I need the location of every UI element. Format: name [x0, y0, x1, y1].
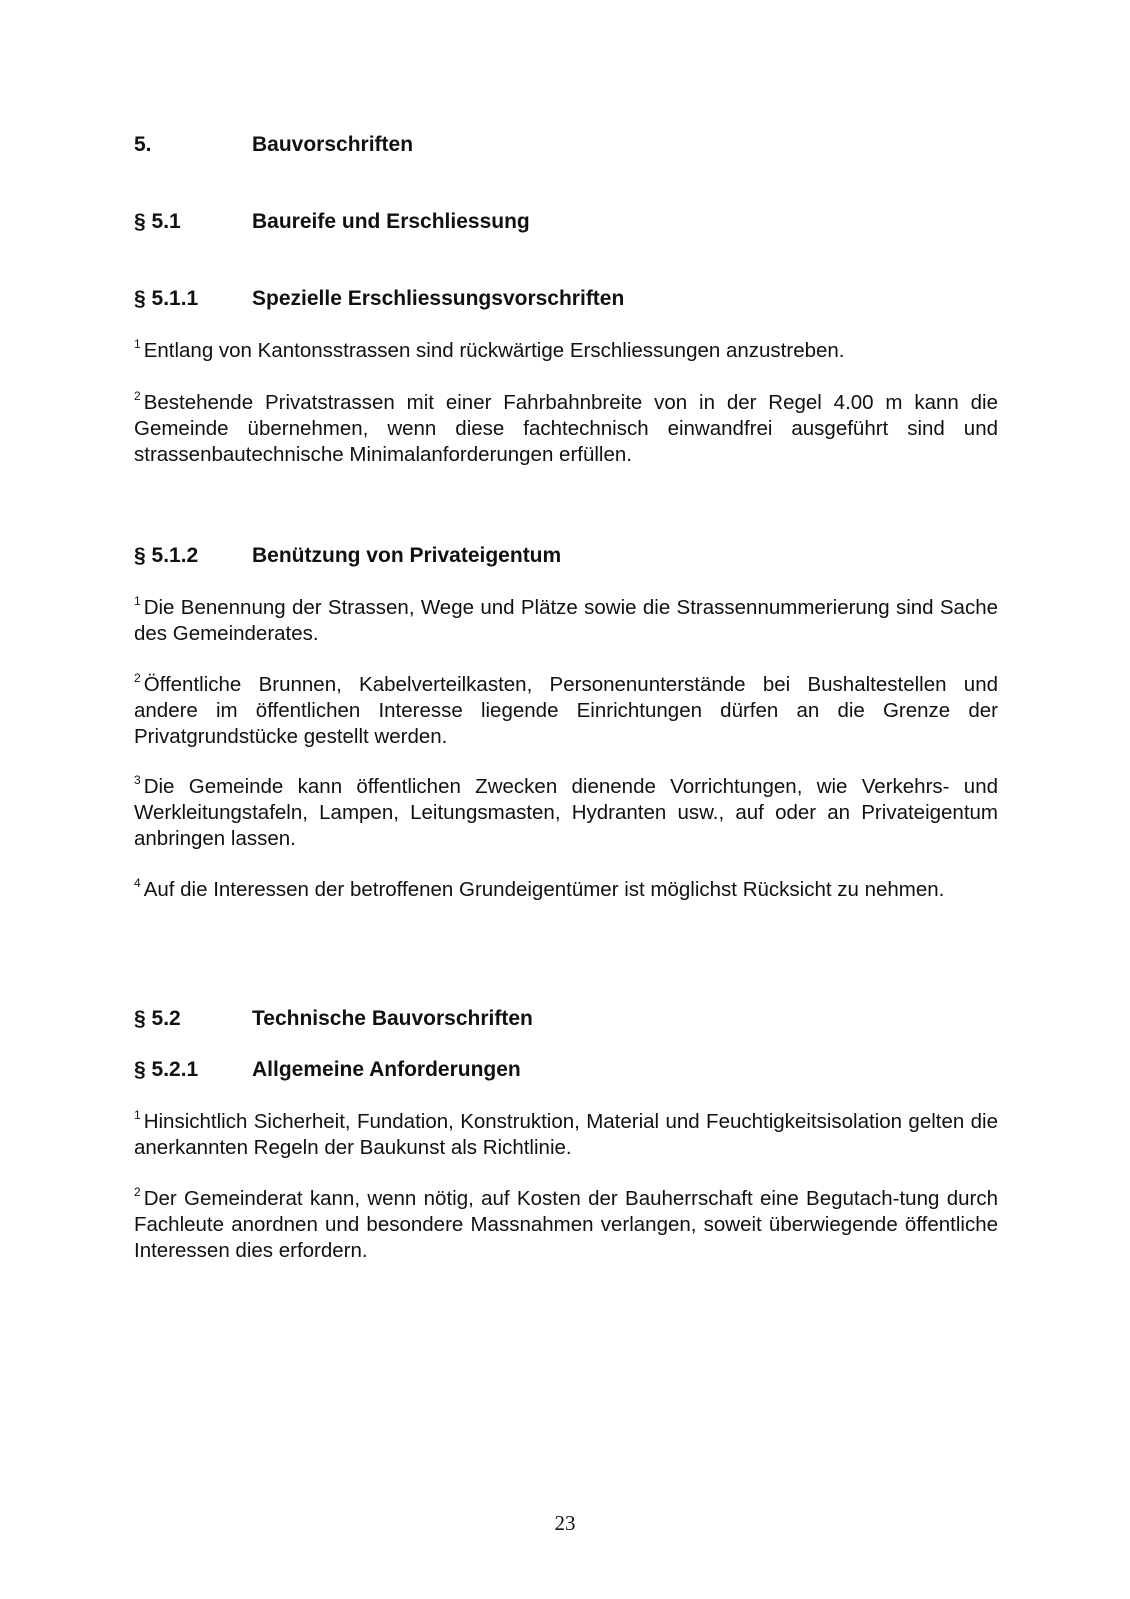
paragraph-number: 3 — [134, 773, 141, 787]
section-title: Bauvorschriften — [252, 133, 414, 156]
paragraph-text: Der Gemeinderat kann, wenn nötig, auf Kosten der Bauherrschaft eine Begutach-tung durch Fachleute anordnen und besondere Massnahmen verlangen, soweit überwiegende öffentliche Interessen dies erfordern. — [134, 1187, 998, 1262]
paragraph-text: Öffentliche Brunnen, Kabelverteilkasten, Personenunterstände bei Bushaltestellen und andere im öffentlichen Interesse liegende Einrichtungen dürfen an die Grenze der Privatgrundstücke gestellt werden. — [134, 673, 998, 748]
paragraph-number: 4 — [134, 876, 141, 890]
paragraph-text: Bestehende Privatstrassen mit einer Fahrbahnbreite von in der Regel 4.00 m kann die Gemeinde übernehmen, wenn diese fachtechnisch einwandfrei ausgeführt sind und strassenbautechnische Minimalanforderungen erfüllen. — [134, 391, 998, 466]
paragraph-5-1-2-4 — [134, 877, 998, 903]
heading-5-1-2 — [134, 543, 994, 569]
paragraph-number: 1 — [134, 594, 141, 608]
paragraph-number: 2 — [134, 1185, 141, 1199]
paragraph-5-1-2-3 — [134, 774, 998, 852]
section-number: § 5.1.2 — [134, 544, 199, 567]
paragraph-number: 1 — [134, 337, 141, 351]
paragraph-number: 2 — [134, 389, 141, 403]
paragraph-5-1-1-2 — [134, 390, 998, 468]
paragraph-5-1-1-1 — [134, 338, 998, 364]
paragraph-5-2-1-1 — [134, 1109, 998, 1161]
paragraph-number: 2 — [134, 671, 141, 685]
section-title: Spezielle Erschliessungsvorschriften — [252, 287, 625, 310]
section-number: § 5.2 — [134, 1007, 181, 1030]
section-title: Technische Bauvorschriften — [252, 1007, 533, 1030]
heading-5 — [134, 132, 994, 158]
paragraph-5-2-1-2 — [134, 1186, 998, 1264]
heading-5-1 — [134, 209, 994, 235]
section-number: § 5.2.1 — [134, 1058, 199, 1081]
section-title: Benützung von Privateigentum — [252, 544, 562, 567]
paragraph-text: Auf die Interessen der betroffenen Grundeigentümer ist möglichst Rücksicht zu nehmen. — [143, 878, 945, 901]
section-title: Baureife und Erschliessung — [252, 210, 530, 233]
section-number: § 5.1 — [134, 210, 181, 233]
paragraph-5-1-2-1 — [134, 595, 998, 647]
heading-5-1-1 — [134, 286, 994, 312]
paragraph-text: Hinsichtlich Sicherheit, Fundation, Konstruktion, Material und Feuchtigkeitsisolation gelten die anerkannten Regeln der Baukunst als Richtlinie. — [134, 1110, 998, 1159]
section-number: § 5.1.1 — [134, 287, 199, 310]
paragraph-number: 1 — [134, 1108, 141, 1122]
heading-5-2 — [134, 1006, 994, 1032]
paragraph-5-1-2-2 — [134, 672, 998, 750]
heading-5-2-1 — [134, 1057, 994, 1083]
page-number: 23 — [554, 1511, 576, 1535]
section-number: 5. — [134, 133, 152, 156]
paragraph-text: Die Gemeinde kann öffentlichen Zwecken dienende Vorrichtungen, wie Verkehrs- und Werkleitungstafeln, Lampen, Leitungsmasten, Hydranten usw., auf oder an Privateigentum anbringen lassen. — [134, 775, 998, 850]
section-title: Allgemeine Anforderungen — [252, 1058, 521, 1081]
paragraph-text: Die Benennung der Strassen, Wege und Plätze sowie die Strassennummerierung sind Sache des Gemeinderates. — [134, 596, 998, 645]
paragraph-text: Entlang von Kantonsstrassen sind rückwärtige Erschliessungen anzustreben. — [143, 339, 845, 362]
